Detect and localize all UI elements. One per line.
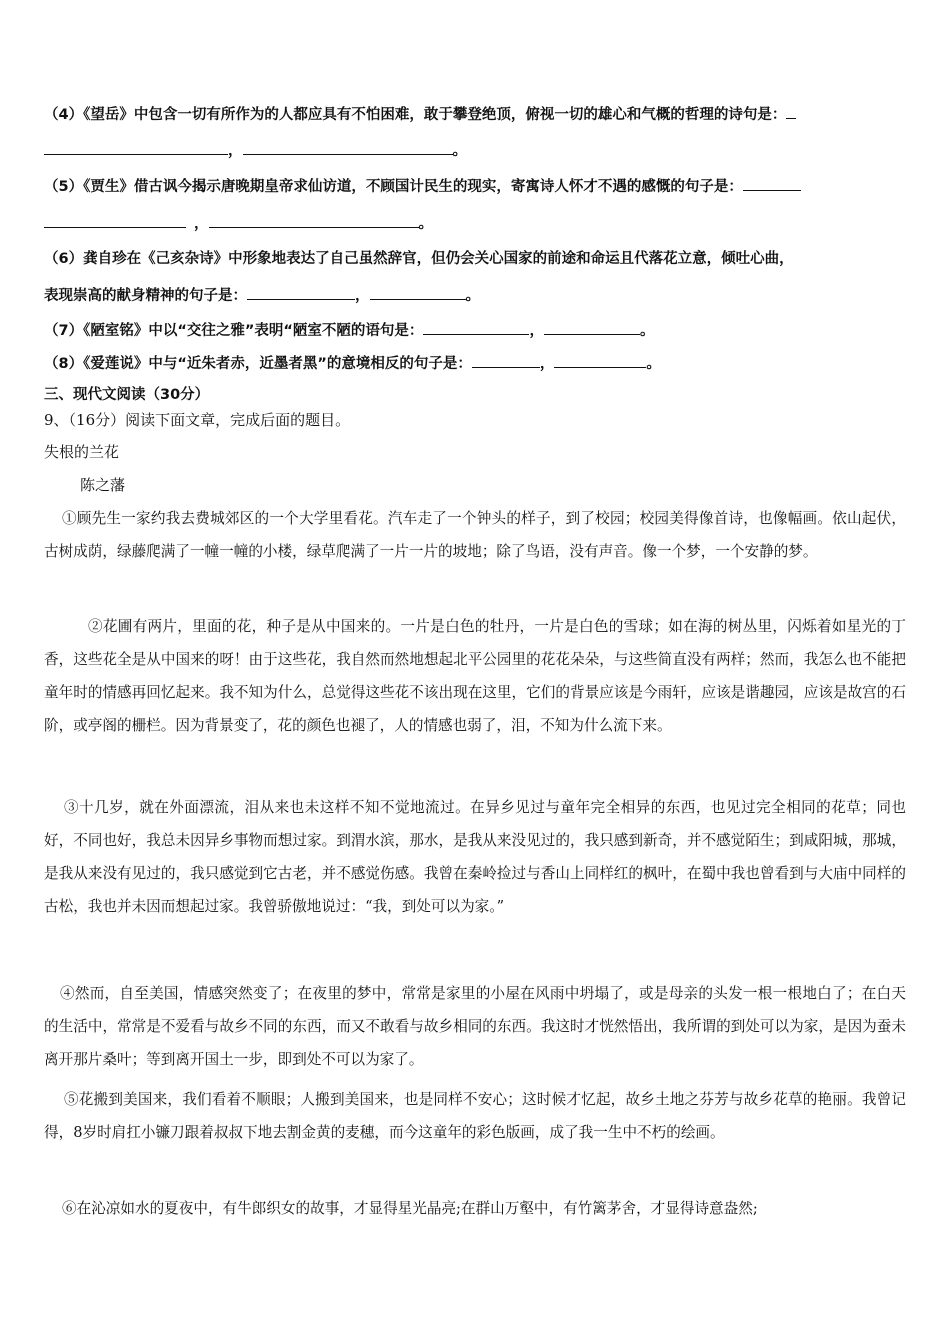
answer-blank[interactable] — [209, 213, 419, 228]
article-paragraph-6: ⑥在沁凉如水的夏夜中，有牛郎织女的故事，才显得星光晶亮;在群山万壑中，有竹篱茅舍，才显得诗意盎然; — [62, 1200, 758, 1217]
answer-blank[interactable] — [743, 176, 801, 191]
period: 。 — [639, 323, 655, 339]
answer-blank[interactable] — [544, 320, 640, 335]
answer-blank[interactable] — [472, 353, 540, 368]
period: 。 — [646, 356, 661, 372]
separator: ， — [228, 143, 243, 159]
question-8 — [44, 353, 661, 374]
answer-blank[interactable] — [370, 285, 466, 300]
answer-blank[interactable] — [423, 320, 529, 335]
separator: ， — [194, 216, 209, 232]
question-6: （6）龚自珍在《己亥杂诗》中形象地表达了自己虽然辞官，但仍会关心国家的前途和命运且代落花立意，倾吐心曲， — [44, 251, 794, 267]
separator: ， — [539, 356, 555, 372]
separator: ， — [529, 323, 544, 339]
question-8-text: （8）《爱莲说》中与“近朱者赤，近墨者黑”的意境相反的句子是： — [44, 356, 472, 372]
answer-blank[interactable] — [247, 285, 355, 300]
article-paragraph-1: ①顾先生一家约我去费城郊区的一个大学里看花。汽车走了一个钟头的样子，到了校园；校园美得像首诗，也像幅画。依山起伏，古树成荫，绿藤爬满了一幢一幢的小楼，绿草爬满了一片一片的坡地；除了鸟语，没有声音。像一个梦，一个安静的梦。 — [44, 510, 906, 560]
question-5-answer-line — [44, 213, 433, 234]
question-5 — [44, 176, 801, 197]
answer-blank[interactable] — [786, 104, 796, 119]
answer-blank[interactable] — [243, 140, 453, 155]
question-4-answer-line — [44, 140, 467, 161]
period: 。 — [465, 288, 480, 304]
article-author: 陈之藩 — [80, 476, 126, 494]
article-paragraph-4: ④然而，自至美国，情感突然变了；在夜里的梦中，常常是家里的小屋在风雨中坍塌了，或是母亲的头发一根一根地白了；在白天的生活中，常常是不爱看与故乡不同的东西，而又不敢看与故乡相同的东西。我这时才恍然悟出，我所谓的到处可以为家，是因为蚕未离开那片桑叶；等到离开国土一步，即到处不可以为家了。 — [44, 985, 906, 1068]
answer-blank[interactable] — [44, 140, 228, 155]
answer-blank[interactable] — [44, 213, 186, 228]
question-4-text: （4）《望岳》中包含一切有所作为的人都应具有不怕困难，敢于攀登绝顶，俯视一切的雄心和气概的哲理的诗句是： — [44, 107, 787, 123]
question-5-text: （5）《贾生》借古讽今揭示唐晚期皇帝求仙访道，不顾国计民生的现实，寄寓诗人怀才不遇的感慨的句子是： — [44, 179, 743, 195]
period: 。 — [452, 143, 467, 159]
question-6-answer-line — [44, 285, 480, 306]
period: 。 — [418, 216, 433, 232]
question-6-text: 表现崇高的献身精神的句子是： — [44, 288, 247, 304]
section-heading: 三、现代文阅读（30分） — [44, 387, 210, 403]
question-7-text: （7）《陋室铭》中以“交往之雅”表明“陋室不陋的语句是： — [44, 323, 424, 339]
question-4 — [44, 104, 796, 125]
article-paragraph-5: ⑤花搬到美国来，我们看着不顺眼；人搬到美国来，也是同样不安心；这时候才忆起，故乡土地之芬芳与故乡花草的艳丽。我曾记得，8岁时肩扛小镰刀跟着叔叔下地去割金黄的麦穗，而今这童年的彩色版画，成了我一生中不朽的绘画。 — [44, 1091, 906, 1141]
answer-blank[interactable] — [554, 353, 646, 368]
article-title: 失根的兰花 — [44, 443, 120, 461]
article-paragraph-2: ②花圃有两片，里面的花，种子是从中国来的。一片是白色的牡丹，一片是白色的雪球；如在海的树丛里，闪烁着如星光的丁香，这些花全是从中国来的呀！由于这些花，我自然而然地想起北平公园里的花花朵朵，与这些简直没有两样；然而，我怎么也不能把童年时的情感再回忆起来。我不知为什么，总觉得这些花不该出现在这里，它们的背景应该是今雨轩，应该是谐趣园，应该是故宫的石阶，或亭阁的栅栏。因为背景变了，花的颜色也褪了，人的情感也弱了，泪，不知为什么流下来。 — [44, 618, 906, 734]
question-7 — [44, 320, 654, 341]
article-paragraph-3: ③十几岁，就在外面漂流，泪从来也未这样不知不觉地流过。在异乡见过与童年完全相异的东西，也见过完全相同的花草；同也好，不同也好，我总未因异乡事物而想过家。到渭水滨，那水，是我从来没见过的，我只感到新奇，并不感觉陌生；到咸阳城，那城，是我从来没有见过的，我只感觉到它古老，并不感觉伤感。我曾在秦岭捡过与香山上同样红的枫叶，在蜀中我也曾看到与大庙中同样的古松，我也并未因而想起过家。我曾骄傲地说过：“我，到处可以为家。” — [44, 799, 906, 915]
question-9-instruction: 9、（16分）阅读下面文章，完成后面的题目。 — [44, 411, 351, 429]
separator: ， — [355, 288, 370, 304]
